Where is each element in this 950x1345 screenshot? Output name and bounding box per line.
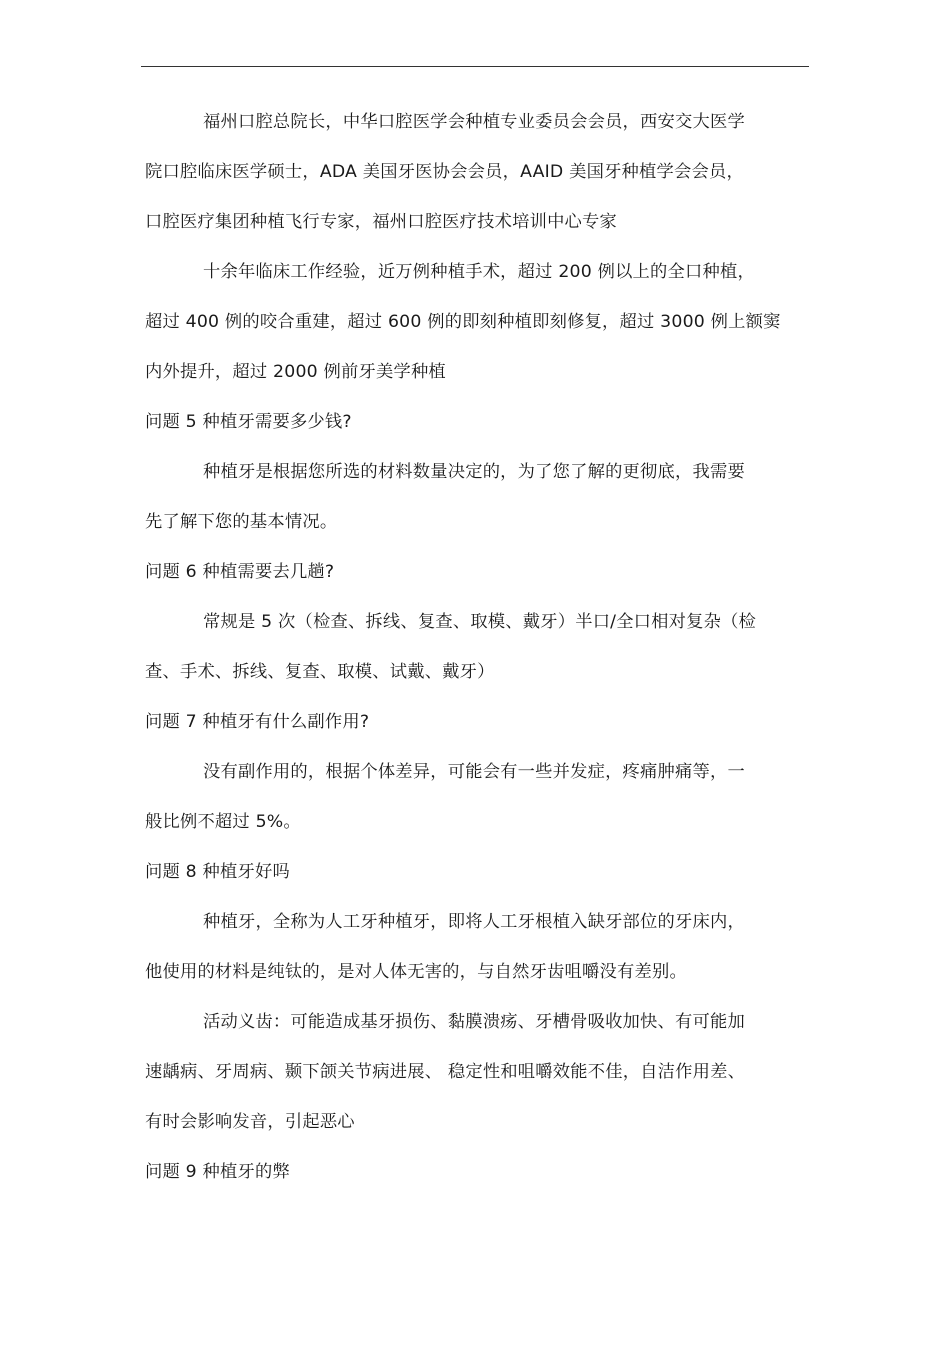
- text-line: 福州口腔总院长，中华口腔医学会种植专业委员会会员，西安交大医学: [203, 112, 745, 132]
- text-line: 他使用的材料是纯钛的，是对人体无害的，与自然牙齿咀嚼没有差别。: [145, 962, 687, 982]
- text-line: 口腔医疗集团种植飞行专家，福州口腔医疗技术培训中心专家: [145, 212, 617, 232]
- text-line: 超过 400 例的咬合重建，超过 600 例的即刻种植即刻修复，超过 3000 例上额窦: [145, 312, 781, 332]
- header-rule: [141, 66, 809, 67]
- text-line: 查、手术、拆线、复查、取模、试戴、戴牙）: [145, 662, 495, 682]
- text-line: 种植牙，全称为人工牙种植牙，即将人工牙根植入缺牙部位的牙床内，: [203, 912, 745, 932]
- text-line: 速龋病、牙周病、颞下颌关节病进展、 稳定性和咀嚼效能不佳，自洁作用差、: [145, 1062, 746, 1082]
- text-line: 有时会影响发音，引起恶心: [145, 1112, 355, 1132]
- text-line: 没有副作用的，根据个体差异，可能会有一些并发症，疼痛肿痛等，一: [203, 762, 745, 782]
- text-line: 十余年临床工作经验，近万例种植手术，超过 200 例以上的全口种植，: [203, 262, 755, 282]
- text-line: 般比例不超过 5%。: [145, 812, 301, 832]
- text-line: 常规是 5 次（检查、拆线、复查、取模、戴牙）半口/全口相对复杂（检: [203, 612, 757, 632]
- text-line: 活动义齿：可能造成基牙损伤、黏膜溃疡、牙槽骨吸收加快、有可能加: [203, 1012, 745, 1032]
- text-line: 院口腔临床医学硕士，ADA 美国牙医协会会员，AAID 美国牙种植学会会员，: [145, 162, 744, 182]
- text-line: 先了解下您的基本情况。: [145, 512, 338, 532]
- question-heading: 问题 9 种植牙的弊: [145, 1162, 290, 1182]
- question-heading: 问题 7 种植牙有什么副作用?: [145, 712, 370, 732]
- question-heading: 问题 6 种植需要去几趟?: [145, 562, 335, 582]
- text-line: 内外提升，超过 2000 例前牙美学种植: [145, 362, 446, 382]
- question-heading: 问题 8 种植牙好吗: [145, 862, 290, 882]
- question-heading: 问题 5 种植牙需要多少钱?: [145, 412, 352, 432]
- text-line: 种植牙是根据您所选的材料数量决定的，为了您了解的更彻底，我需要: [203, 462, 745, 482]
